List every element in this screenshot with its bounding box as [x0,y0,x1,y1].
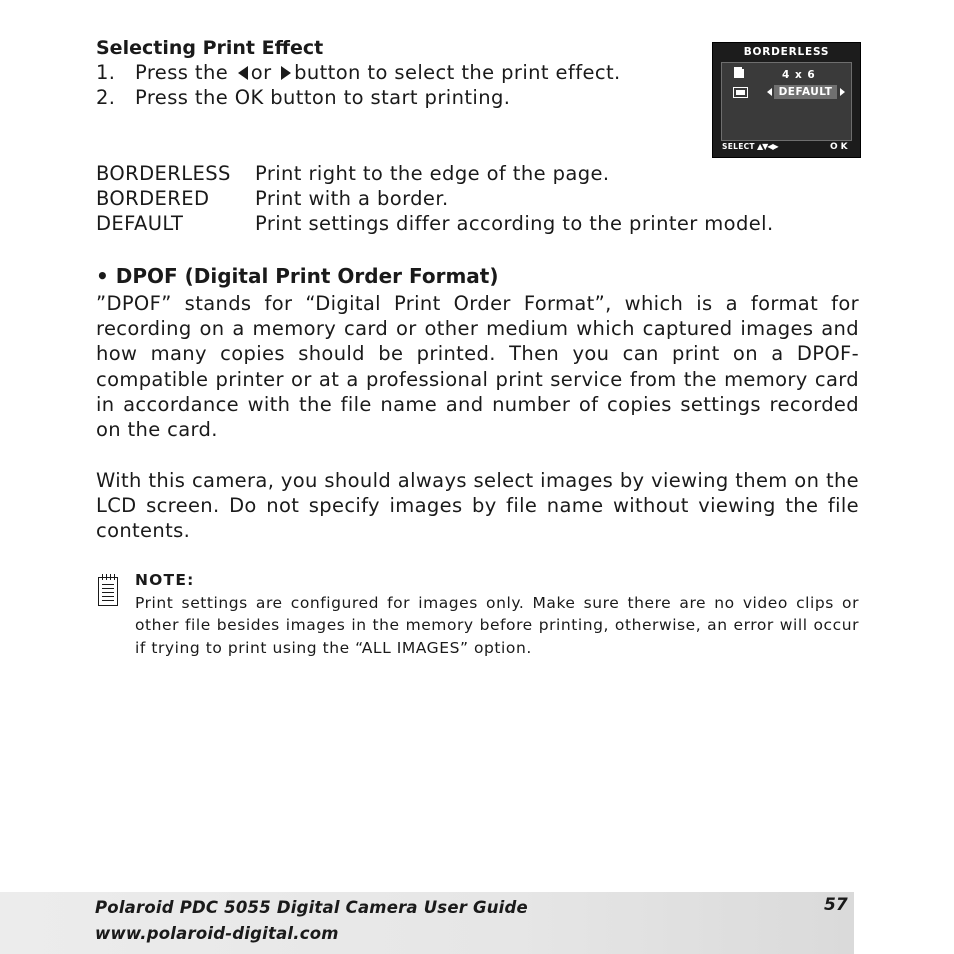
right-arrow-icon [281,66,291,80]
option-term: DEFAULT [96,212,184,235]
lcd-paper-size: 4 x 6 [782,69,816,81]
option-description: Print settings differ according to the printer model. [255,212,774,235]
left-arrow-icon [238,66,248,80]
dpof-paragraph-1: ”DPOF” stands for “Digital Print Order Format”, which is a format for recording on a memory card or other medium which captured images and how many copies should be printed. Then you can print on a DPOF-compatible printer or at a professional print service from the memory card in accordance with the file name and number of copies settings recorded on the card. [96,292,859,442]
option-term: BORDERED [96,187,210,210]
option-description: Print right to the edge of the page. [255,162,610,185]
section-heading: Selecting Print Effect [96,37,324,59]
lcd-ok-label: OK [830,142,851,152]
lcd-title: BORDERLESS [743,46,830,58]
page-number: 57 [824,895,848,915]
footer-title: Polaroid PDC 5055 Digital Camera User Guide [95,898,528,917]
lcd-screen-illustration [712,42,861,158]
step-number: 1. [96,61,116,84]
notepad-icon [98,577,118,606]
step-text-end: button to select the print effect. [294,61,621,84]
option-description: Print with a border. [255,187,449,210]
lcd-selected-option: DEFAULT [774,85,837,99]
step-2 [96,86,510,109]
step-text: Press the OK button to start printing. [135,86,511,109]
step-text-start: Press the [135,61,229,84]
lcd-display [721,62,852,141]
lcd-select-label: SELECT [722,142,755,151]
note-label: NOTE: [135,571,195,589]
option-row-bordered [96,187,449,210]
option-term: BORDERLESS [96,162,231,185]
print-effect-icon [733,87,748,98]
step-text-or: or [250,61,272,84]
note-text: Print settings are configured for images only. Make sure there are no video clips or other file besides images in the memory before printing, otherwise, an error will occur if trying to print using the “ALL IMAGES” option. [135,594,859,657]
lcd-left-arrow-icon [767,88,772,96]
lcd-right-arrow-icon [840,88,845,96]
step-number: 2. [96,86,116,109]
option-row-borderless [96,162,610,185]
dpof-paragraph-2: With this camera, you should always select images by viewing them on the LCD screen. Do not specify images by file name without viewing the file contents. [96,469,859,543]
dpof-heading: • DPOF (Digital Print Order Format) [96,264,499,288]
step-1 [96,61,621,84]
option-row-default [96,212,774,235]
lcd-nav-arrows-icon: ▲▼◀▶ [757,142,778,151]
footer-url: www.polaroid-digital.com [95,924,339,943]
paper-size-icon [734,67,742,78]
